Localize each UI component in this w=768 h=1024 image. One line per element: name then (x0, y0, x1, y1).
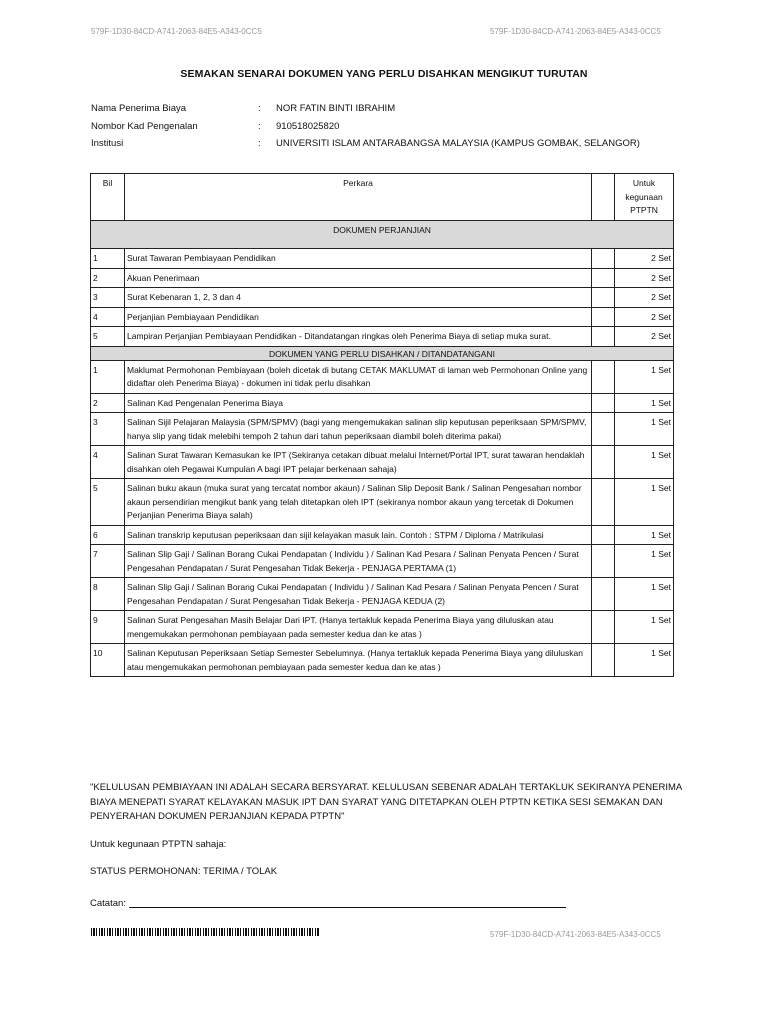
row-bil: 4 (91, 307, 125, 327)
row-perkara: Salinan Surat Tawaran Kemasukan ke IPT (Sekiranya cetakan dibuat melalui Internet/Portal IPT, surat tawaran hendaklah disahkan oleh Pegawai Kumpulan A bagi IPT pelajar berkenaan sahaja) (125, 446, 592, 479)
row-blank (592, 307, 615, 327)
table-row (91, 307, 674, 327)
row-perkara: Salinan Kad Pengenalan Penerima Biaya (125, 393, 592, 413)
row-qty: 1 Set (615, 644, 674, 677)
declaration-text: "KELULUSAN PEMBIAYAAN INI ADALAH SECARA BERSYARAT. KELULUSAN SEBENAR ADALAH TERTAKLUK SEKIRANYA PENERIMA BIAYA MENEPATI SYARAT KELAYAKAN MASUK IPT DAN SYARAT YANG DITETAPKAN OLEH PTPTN KETIKA SESI SEMAKAN DAN PENYERAHAN DOKUMEN PERJANJIAN KEPADA PTPTN" (90, 782, 682, 822)
info-row-ic (91, 121, 640, 139)
row-bil: 10 (91, 644, 125, 677)
row-blank (592, 578, 615, 611)
row-qty: 1 Set (615, 611, 674, 644)
row-qty: 1 Set (615, 578, 674, 611)
row-qty: 1 Set (615, 413, 674, 446)
page-title: SEMAKAN SENARAI DOKUMEN YANG PERLU DISAHKAN MENGIKUT TURUTAN (180, 68, 588, 80)
table-row (91, 446, 674, 479)
barcode (91, 928, 319, 936)
row-blank (592, 611, 615, 644)
row-bil: 1 (91, 249, 125, 269)
row-qty: 2 Set (615, 268, 674, 288)
status-permohonan: STATUS PERMOHONAN: TERIMA / TOLAK (90, 866, 278, 877)
header-untuk: Untuk kegunaan PTPTN (615, 174, 674, 221)
table-row (91, 268, 674, 288)
row-bil: 4 (91, 446, 125, 479)
info-label: Institusi (91, 138, 124, 149)
row-blank (592, 360, 615, 393)
row-perkara: Salinan transkrip keputusan peperiksaan dan sijil kelayakan masuk lain. Contoh : STPM / Diploma / Matrikulasi (125, 525, 592, 545)
doc-ref-bottom: 579F-1D30-84CD-A741-2063-84E5-A343-0CC5 (490, 930, 661, 939)
info-value: UNIVERSITI ISLAM ANTARABANGSA MALAYSIA (KAMPUS GOMBAK, SELANGOR) (276, 138, 640, 149)
table-row (91, 360, 674, 393)
row-perkara: Surat Tawaran Pembiayaan Pendidikan (125, 249, 592, 269)
row-blank (592, 249, 615, 269)
row-blank (592, 446, 615, 479)
row-blank (592, 644, 615, 677)
row-perkara: Salinan Sijil Pelajaran Malaysia (SPM/SPMV) (bagi yang mengemukakan salinan slip keputusan peperiksaan SPM/SPMV, hanya slip yang tidak melebihi tempoh 2 tahun dari tahun peperiksaan diambil boleh diterima pakai) (125, 413, 592, 446)
row-perkara: Salinan Surat Pengesahan Masih Belajar Dari IPT. (Hanya tertakluk kepada Penerima Biaya yang diluluskan atau mengemukakan permohonan pembiayaan pada semester kedua dan ke atas ) (125, 611, 592, 644)
table-row (91, 545, 674, 578)
row-bil: 9 (91, 611, 125, 644)
row-blank (592, 288, 615, 308)
row-qty: 1 Set (615, 525, 674, 545)
row-qty: 2 Set (615, 288, 674, 308)
table-row (91, 578, 674, 611)
row-qty: 2 Set (615, 249, 674, 269)
row-qty: 2 Set (615, 327, 674, 347)
info-value: 910518025820 (276, 120, 340, 132)
info-label: Nombor Kad Pengenalan (91, 120, 198, 132)
table-header-row (91, 174, 674, 221)
row-bil: 5 (91, 479, 125, 526)
table-row (91, 327, 674, 347)
header-blank (592, 174, 615, 221)
row-qty: 1 Set (615, 393, 674, 413)
row-perkara: Akuan Penerimaan (125, 268, 592, 288)
table-row (91, 249, 674, 269)
row-qty: 1 Set (615, 360, 674, 393)
row-bil: 8 (91, 578, 125, 611)
header-bil: Bil (91, 174, 125, 221)
row-bil: 3 (91, 413, 125, 446)
row-bil: 2 (91, 393, 125, 413)
row-bil: 7 (91, 545, 125, 578)
table-row (91, 611, 674, 644)
info-colon: : (258, 120, 261, 132)
info-colon: : (258, 138, 261, 149)
info-colon: : (258, 103, 261, 114)
table-row (91, 413, 674, 446)
section-header-row (91, 346, 674, 360)
row-qty: 1 Set (615, 446, 674, 479)
row-bil: 6 (91, 525, 125, 545)
row-qty: 1 Set (615, 545, 674, 578)
row-bil: 3 (91, 288, 125, 308)
row-blank (592, 268, 615, 288)
header-perkara: Perkara (125, 174, 592, 221)
section-disahkan: DOKUMEN YANG PERLU DISAHKAN / DITANDATANGANI (91, 346, 674, 360)
table-row (91, 393, 674, 413)
section-perjanjian: DOKUMEN PERJANJIAN (91, 221, 674, 249)
row-qty: 1 Set (615, 479, 674, 526)
info-value: NOR FATIN BINTI IBRAHIM (276, 103, 396, 114)
info-row-name (91, 103, 640, 121)
row-bil: 2 (91, 268, 125, 288)
row-perkara: Salinan Slip Gaji / Salinan Borang Cukai Pendapatan ( Individu ) / Salinan Kad Pesara / Salinan Penyata Pencen / Surat Pengesahan Pendapatan / Surat Pengesahan Tidak Bekerja - PENJAGA KEDUA (2) (125, 578, 592, 611)
row-blank (592, 525, 615, 545)
row-perkara: Salinan buku akaun (muka surat yang tercatat nombor akaun) / Salinan Slip Deposit Bank / Salinan Pengesahan nombor akaun persendirian mengikut bank yang telah ditetapkan oleh IPT (sekiranya nombor akaun yang tercetak di Dokumen Perjanjian Penerima Biaya salah) (125, 479, 592, 526)
doc-ref-top-right: 579F-1D30-84CD-A741-2063-84E5-A343-0CC5 (490, 27, 661, 36)
row-bil: 1 (91, 360, 125, 393)
ptptn-use-label: Untuk kegunaan PTPTN sahaja: (90, 839, 227, 850)
document-checklist-table (90, 173, 674, 677)
row-perkara: Maklumat Permohonan Pembiayaan (boleh dicetak di butang CETAK MAKLUMAT di laman web Permohonan Online yang didaftar oleh Penerima Biaya) - dokumen ini tidak perlu disahkan (125, 360, 592, 393)
catatan-blank-line (129, 907, 566, 908)
row-perkara: Lampiran Perjanjian Pembiayaan Pendidikan - Ditandatangan ringkas oleh Penerima Biaya di setiap muka surat. (125, 327, 592, 347)
info-label: Nama Penerima Biaya (91, 103, 187, 114)
row-blank (592, 393, 615, 413)
row-perkara: Perjanjian Pembiayaan Pendidikan (125, 307, 592, 327)
row-perkara: Surat Kebenaran 1, 2, 3 dan 4 (125, 288, 592, 308)
table-row (91, 525, 674, 545)
row-blank (592, 413, 615, 446)
row-bil: 5 (91, 327, 125, 347)
row-blank (592, 327, 615, 347)
row-qty: 2 Set (615, 307, 674, 327)
row-blank (592, 479, 615, 526)
section-header-row (91, 221, 674, 249)
table-row (91, 644, 674, 677)
info-row-institution (91, 138, 640, 156)
doc-ref-top-left: 579F-1D30-84CD-A741-2063-84E5-A343-0CC5 (91, 27, 262, 36)
row-perkara: Salinan Slip Gaji / Salinan Borang Cukai Pendapatan ( Individu ) / Salinan Kad Pesara / Salinan Penyata Pencen / Surat Pengesahan Pendapatan / Surat Pengesahan Tidak Bekerja - PENJAGA PERTAMA (1) (125, 545, 592, 578)
row-perkara: Salinan Keputusan Peperiksaan Setiap Semester Sebelumnya. (Hanya tertakluk kepada Penerima Biaya yang diluluskan atau mengemukakan permohonan pembiayaan pada semester kedua dan ke atas ) (125, 644, 592, 677)
recipient-info (91, 103, 640, 156)
row-blank (592, 545, 615, 578)
table-row (91, 288, 674, 308)
table-row (91, 479, 674, 526)
catatan-label: Catatan: (90, 898, 126, 909)
